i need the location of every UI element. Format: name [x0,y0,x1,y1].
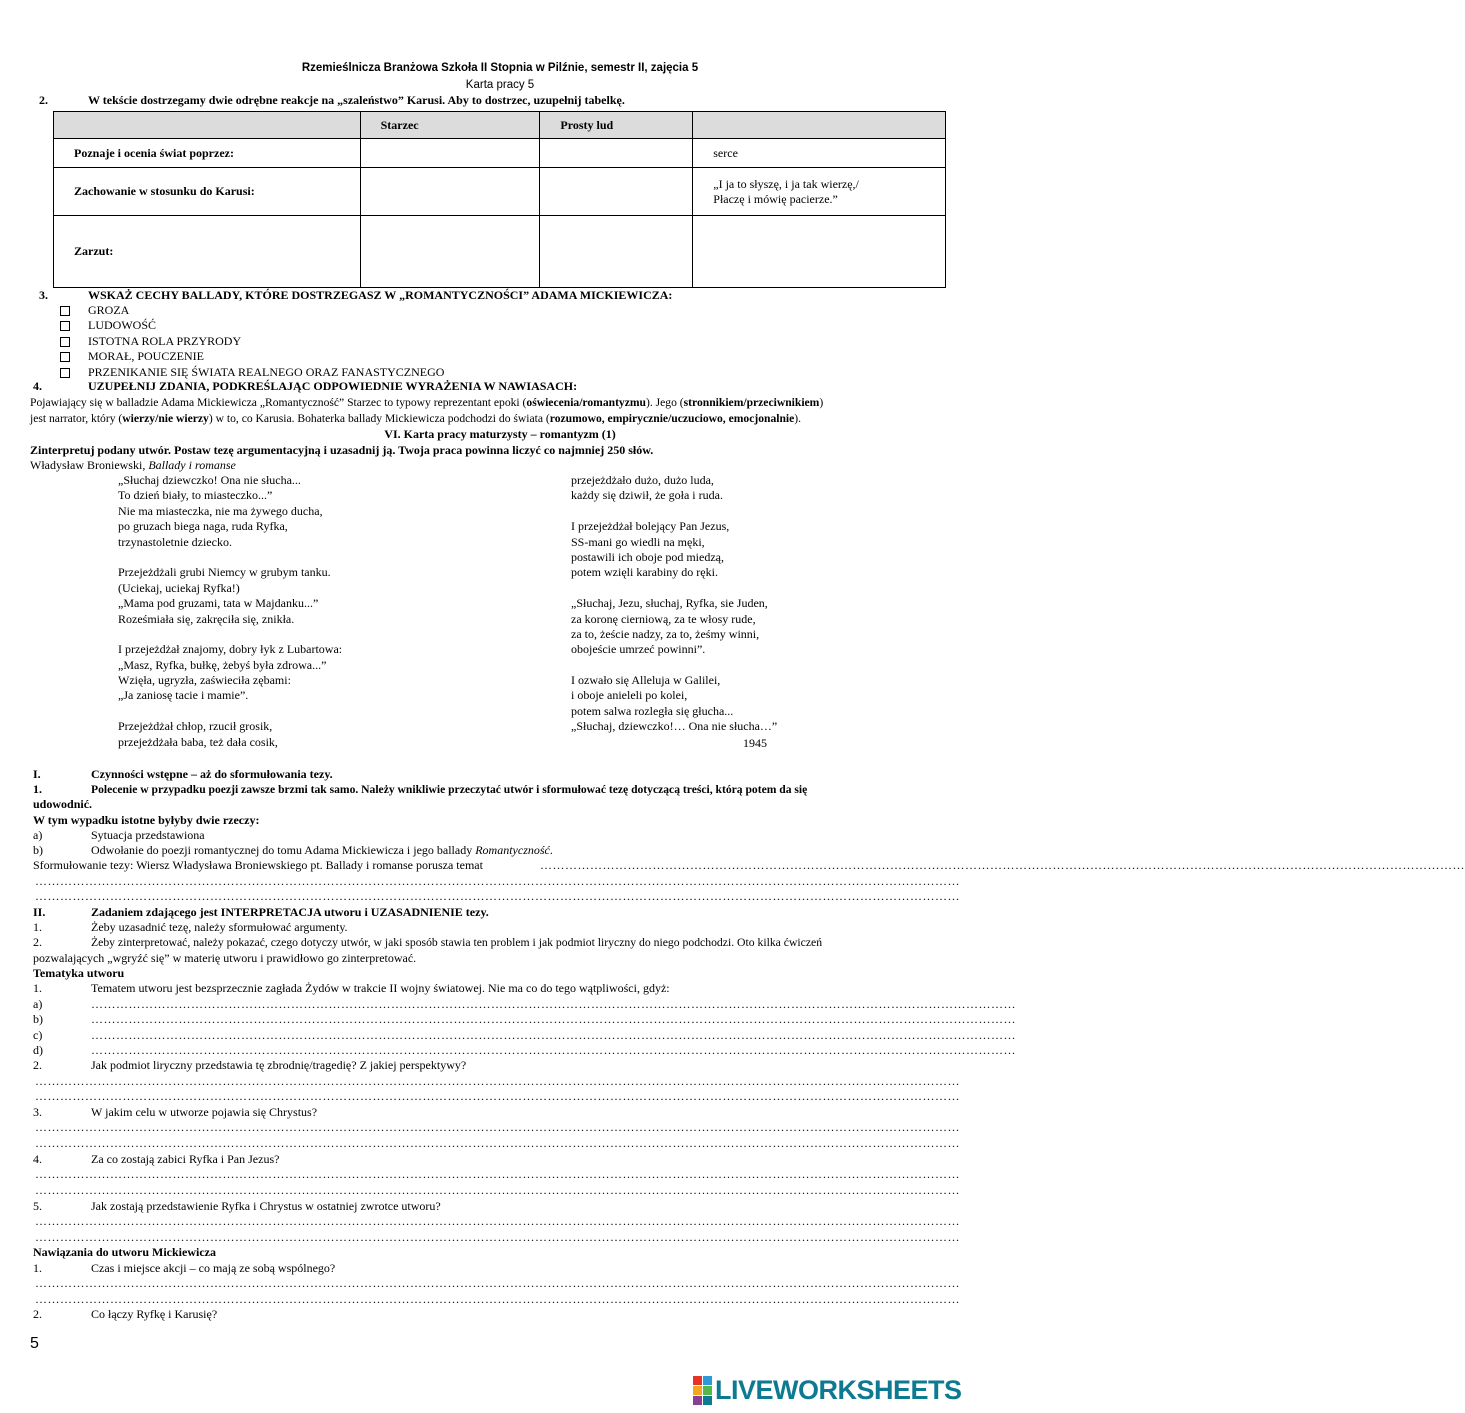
topic-heading: Tematyka utworu [33,966,125,980]
option-label: GROZA [88,303,130,317]
table-header-row [54,112,946,139]
text: Pojawiający się w balladzie Adama Mickiewicza „Romantyczność” Starzec to typowy reprezentant epoki ( [30,396,527,409]
poem-line: (Uciekaj, uciekaj Ryfka!) [118,580,240,595]
logo-blocks-icon [693,1376,712,1405]
liveworksheets-logo[interactable] [693,1375,962,1405]
q4-number: 4. [33,1152,42,1166]
part2-number: II. [33,905,46,919]
option-label: LUDOWOŚĆ [88,318,156,332]
answer-cell[interactable] [540,168,693,216]
poem-line: Wzięła, ugryzła, zaświeciła zębami: [118,673,291,688]
poem-line: za koronę cierniową, za te włosy rude, [571,611,756,626]
part1-number: I. [33,767,41,781]
reactions-table [53,111,946,288]
answer-line[interactable]: …………………………………………………………………………………………………………………………………………………………………………………………………… [35,1214,960,1228]
answer-cell[interactable] [540,216,693,288]
task4-sentence-2 [30,411,801,426]
answer-line[interactable]: …………………………………………………………………………………………………………………………………………………………………………………………………… [35,1276,960,1290]
important-note: W tym wypadku istotne byłyby dwie rzeczy: [33,813,260,827]
letter: a) [33,997,43,1011]
poem-line: po gruzach biega naga, ruda Ryfka, [118,519,288,534]
header-empty-cell [693,112,946,139]
poem-line: „Słuchaj dziewczko! Ona nie słucha... [118,473,301,487]
task2-instruction: W tekście dostrzegamy dwie odrębne reakcje na „szaleństwo” Karusi. Aby to dostrzec, uzupełnij tabelkę. [88,93,625,107]
i2-text-cont: pozwalających „wgryźć się” w materię utworu i prawidłowo go zinterpretować. [33,951,417,965]
answer-cell[interactable] [360,139,540,168]
poem-right-column [571,473,777,735]
q3-number: 3. [33,1105,42,1119]
answer-cell[interactable] [693,216,946,288]
page-number: 5 [30,1335,39,1352]
option-label: PRZENIKANIE SIĘ ŚWIATA REALNEGO ORAZ FANASTYCZNEGO [88,365,445,379]
i2-text: Żeby zinterpretować, należy pokazać, czego dotyczy utwór, w jaki sposób stawia ten problem i jak podmiot liryczny do niego podchodzi. Oto kilka ćwiczeń [91,936,823,949]
text: Odwołanie do poezji romantycznej do tomu Adama Mickiewicza i jego ballady [91,843,476,857]
poem-line: postawili ich oboje pod miedzą, [571,549,724,564]
answer-line[interactable]: …………………………………………………………………………………………………………………………………………………………………………………………………… [35,874,960,888]
poem-line [571,504,777,519]
text: . [549,843,553,857]
task4-sentence-1 [30,395,823,410]
thesis-prompt: Sformułowanie tezy: Wiersz Władysława Broniewskiego pt. Ballady i romanse porusza temat [33,858,483,872]
reference-heading: Nawiązania do utworu Mickiewicza [33,1245,216,1259]
poem-line: Przejeżdżali grubi Niemcy w grubym tanku. [118,565,331,580]
poem-line: Przejeżdżał chłop, rzucił grosik, [118,719,273,734]
choice[interactable]: wierzy/nie wierzy [122,412,209,425]
poem-line: To dzień biały, to miasteczko...” [118,488,273,503]
checkbox[interactable] [60,352,70,362]
checkbox[interactable] [60,368,70,378]
poem-line: każdy się dziwił, że goła i ruda. [571,488,723,503]
q3-text: W jakim celu w utworze pojawia się Chrystus? [91,1105,318,1119]
answer-line[interactable]: …………………………………………………………………………………………………………………………………………………………………………………………………… [35,889,960,903]
text: ). Jego ( [645,396,684,409]
poem-line: „Słuchaj, dziewczko!… Ona nie słucha…” [571,719,778,734]
answer-line[interactable]: …………………………………………………………………………………………………………………………………………………………………………………………………… [91,1043,1016,1057]
table-row [54,168,946,216]
work-title: Ballady i romanse [148,458,236,472]
table-row [54,216,946,288]
poem-line [118,627,342,642]
choice[interactable]: oświecenia/romantyzmu [526,396,646,409]
task4-instruction: UZUPEŁNIJ ZDANIA, PODKREŚLAJĄC ODPOWIEDNIE WYRAŻENIA W NAWIASACH: [88,379,578,393]
poem-line: I ozwało się Alleluja w Galilei, [571,673,721,688]
header-prosty-lud: Prosty lud [540,112,693,139]
poem-line: Nie ma miasteczka, nie ma żywego ducha, [118,503,323,518]
poem-line: I przejeżdżał bolejący Pan Jezus, [571,519,730,534]
school-header: Rzemieślnicza Branżowa Szkoła II Stopnia w Pilźnie, semestr II, zajęcia 5 [301,62,699,74]
text: jest narrator, który ( [30,412,123,425]
r2-text: Co łączy Ryfkę i Karusię? [91,1307,218,1321]
note-cell: serce [693,139,946,168]
section-title: VI. Karta pracy maturzysty – romantyzm (1) [384,427,616,441]
task3-number: 3. [39,288,48,302]
r1-text: Czas i miejsce akcji – co mają ze sobą wspólnego? [91,1261,336,1275]
work-title: Romantyczność [475,843,550,857]
answer-line[interactable]: …………………………………………………………………………………………………………………………………………………………………………………………………… [35,1074,960,1088]
poem-line [118,550,342,565]
checkbox[interactable] [60,337,70,347]
r1-number: 1. [33,1261,42,1275]
r2-number: 2. [33,1307,42,1321]
answer-line[interactable]: …………………………………………………………………………………………………………………………………………………………………………………………………… [540,858,1465,872]
q5-text: Jak zostają przedstawienie Ryfka i Chrystus w ostatniej zwrotce utworu? [91,1199,441,1213]
poem-line [571,581,777,596]
quote-line: Płaczę i mówię pacierze.” [713,191,838,206]
point-b [91,843,553,858]
note-cell [693,168,946,216]
option-label: MORAŁ, POUCZENIE [88,349,204,363]
header-empty-cell [54,112,361,139]
choice[interactable]: rozumowo, empirycznie/uczuciowo, emocjonalnie [549,412,795,425]
poem-year: 1945 [743,736,767,750]
text: ) [819,396,824,409]
answer-line[interactable]: …………………………………………………………………………………………………………………………………………………………………………………………………… [91,1012,1016,1026]
choice[interactable]: stronnikiem/przeciwnikiem [683,396,820,409]
sheet-title: Karta pracy 5 [465,79,535,91]
poem-line: „Mama pod gruzami, tata w Majdanku...” [118,596,319,611]
part1-title: Czynności wstępne – aż do sformułowania tezy. [91,767,333,781]
poem-line: obojeście umrzeć powinni”. [571,642,706,657]
t1-text: Tematem utworu jest bezsprzecznie zagłada Żydów w trakcie II wojny światowej. Nie ma co do tego wątpliwości, gdyż: [91,981,670,995]
i1-number: 1. [33,920,42,934]
point-a: Sytuacja przedstawiona [91,828,205,842]
text: ) w to, co Karusia. Bohaterka ballady Mickiewicza podchodzi do świata ( [208,412,550,425]
letter: d) [33,1043,43,1057]
header-starzec: Starzec [360,112,540,139]
answer-line[interactable]: …………………………………………………………………………………………………………………………………………………………………………………………………… [35,1089,960,1103]
answer-line[interactable]: …………………………………………………………………………………………………………………………………………………………………………………………………… [35,1120,960,1134]
task4-number: 4. [33,379,42,393]
answer-cell[interactable] [540,139,693,168]
answer-cell[interactable] [360,168,540,216]
poem-line: „Ja zaniosę tacie i mamie”. [118,688,249,703]
poem-line: I przejeżdżał znajomy, dobry łyk z Lubartowa: [118,642,343,657]
poem-line [571,658,777,673]
letter: b) [33,1012,43,1026]
part2-title: Zadaniem zdającego jest INTERPRETACJA utworu i UZASADNIENIE tezy. [91,905,489,919]
text: ). [794,412,802,425]
poem-line: Roześmiała się, zakręciła się, znikła. [118,611,295,626]
answer-line[interactable]: …………………………………………………………………………………………………………………………………………………………………………………………………… [35,1136,960,1150]
poem-author [30,458,236,473]
checkbox[interactable] [60,321,70,331]
poem-line [118,704,342,719]
q2-text: Jak podmiot liryczny przedstawia tę zbrodnię/tragedię? Z jakiej perspektywy? [91,1058,467,1072]
q4-text: Za co zostają zabici Ryfka i Pan Jezus? [91,1152,280,1166]
answer-line[interactable]: …………………………………………………………………………………………………………………………………………………………………………………………………… [91,997,1016,1011]
poem-line: potem wzięli karabiny do ręki. [571,565,718,580]
poem-line: przejeżdżało dużo, dużo luda, [571,473,714,487]
section-instruction: Zinterpretuj podany utwór. Postaw tezę argumentacyjną i uzasadnij ją. Twoja praca powinna liczyć co najmniej 250 słów. [30,443,654,457]
poem-line: SS-mani go wiedli na męki, [571,534,705,549]
answer-line[interactable]: …………………………………………………………………………………………………………………………………………………………………………………………………… [91,1028,1016,1042]
task2-number: 2. [39,93,48,107]
row-label: Zachowanie w stosunku do Karusi: [54,168,361,216]
letter: c) [33,1028,43,1042]
row-label: Zarzut: [54,216,361,288]
t1-number: 1. [33,981,42,995]
answer-line[interactable]: …………………………………………………………………………………………………………………………………………………………………………………………………… [35,1230,960,1244]
p1-text: Polecenie w przypadku poezji zawsze brzmi tak samo. Należy wnikliwie przeczytać utwór i sformułować tezę dotyczącą treści, którą potem da się [91,783,808,796]
poem-line: przejeżdżała baba, też dała cosik, [118,734,278,749]
table-row [54,139,946,168]
poem-line: i oboje anieleli po kolei, [571,688,688,703]
author-name: Władysław Broniewski, [30,458,149,472]
answer-line[interactable]: …………………………………………………………………………………………………………………………………………………………………………………………………… [35,1167,960,1181]
i1-text: Żeby uzasadnić tezę, należy sformułować argumenty. [91,920,348,934]
option-label: ISTOTNA ROLA PRZYRODY [88,334,242,348]
answer-line[interactable]: …………………………………………………………………………………………………………………………………………………………………………………………………… [35,1183,960,1197]
poem-line: trzynastoletnie dziecko. [118,534,232,549]
poem-line: „Słuchaj, Jezu, słuchaj, Ryfka, sie Juden, [571,596,768,611]
task3-instruction: WSKAŻ CECHY BALLADY, KTÓRE DOSTRZEGASZ W „ROMANTYCZNOŚCI” ADAMA MICKIEWICZA: [88,288,673,302]
logo-text: LIVEWORKSHEETS [715,1374,962,1405]
poem-left-column [118,473,342,750]
q2-number: 2. [33,1058,42,1072]
letter-b: b) [33,843,43,857]
p1-text-cont: udowodnić. [33,797,93,811]
quote-line: „I ja to słyszę, i ja tak wierzę,/ [713,176,859,191]
p1-number: 1. [33,782,42,796]
answer-line[interactable]: …………………………………………………………………………………………………………………………………………………………………………………………………… [35,1292,960,1306]
poem-line: za to, żeście nadzy, za to, żeśmy winni, [571,626,760,641]
row-label: Poznaje i ocenia świat poprzez: [54,139,361,168]
poem-line: potem salwa rozległa się głucha... [571,703,734,718]
checkbox[interactable] [60,306,70,316]
q5-number: 5. [33,1199,42,1213]
answer-cell[interactable] [360,216,540,288]
i2-number: 2. [33,935,42,949]
poem-line: „Masz, Ryfka, bułkę, żebyś była zdrowa...” [118,657,327,672]
letter-a: a) [33,828,43,842]
